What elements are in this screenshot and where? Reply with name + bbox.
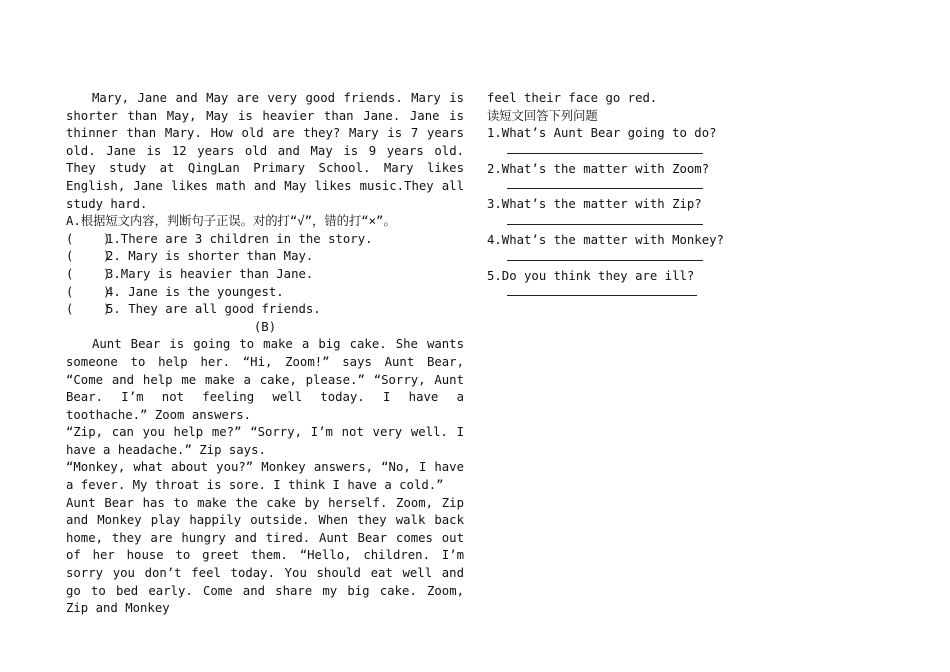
right-column bbox=[487, 90, 727, 303]
question: 5.Do you think they are ill? bbox=[487, 268, 695, 283]
question: 3.What’s the matter with Zip? bbox=[487, 197, 702, 212]
answer-paren[interactable]: ( ) bbox=[66, 302, 111, 317]
tf-item bbox=[66, 284, 464, 302]
instruction-b: 读短文回答下列问题 bbox=[487, 108, 598, 123]
question: 2.What’s the matter with Zoom? bbox=[487, 161, 710, 176]
story-paragraph-continued: feel their face go red. bbox=[487, 91, 658, 105]
answer-line[interactable] bbox=[507, 250, 703, 261]
story-paragraph: Aunt Bear is going to make a big cake. She wants someone to help her. “Hi, Zoom!” says Aunt Bear, “Come and help me make a cake, please.” “Sorry, Aunt Bear. I’m not feeling well today. I have a toothache.” Zoom answers. bbox=[66, 337, 464, 422]
tf-item-text: 5. They are all good friends. bbox=[106, 302, 321, 317]
tf-item-text: 2. Mary is shorter than May. bbox=[106, 249, 314, 264]
instruction-a: A.根据短文内容，判断句子正误。对的打“√”，错的打“×”。 bbox=[66, 214, 396, 229]
story-paragraph: “Zip, can you help me?” “Sorry, I’m not very well. I have a headache.” Zip says. bbox=[66, 425, 464, 457]
answer-line[interactable] bbox=[507, 285, 697, 296]
tf-item-text: 3.Mary is heavier than Jane. bbox=[106, 266, 314, 281]
question: 1.What’s Aunt Bear going to do? bbox=[487, 126, 717, 141]
answer-paren[interactable]: ( ) bbox=[66, 266, 111, 281]
story-paragraph: Aunt Bear has to make the cake by herself. Zoom, Zip and Monkey play happily outside. When they walk back home, they are hungry and tired. Aunt Bear comes out of her house to greet them. “Hello, children. I’m sorry you don’t feel today. You should eat well and go to bed early. Come and share my big cake. Zoom, Zip and Monkey bbox=[66, 495, 464, 616]
tf-item-text: 1.There are 3 children in the story. bbox=[106, 231, 373, 246]
answer-line[interactable] bbox=[507, 214, 703, 225]
answer-line[interactable] bbox=[507, 178, 703, 189]
story-paragraph: “Monkey, what about you?” Monkey answers, “No, I have a fever. My throat is sore. I think I have a cold.” bbox=[66, 460, 464, 493]
tf-item bbox=[66, 301, 464, 319]
answer-paren[interactable]: ( ) bbox=[66, 284, 111, 299]
answer-paren[interactable]: ( ) bbox=[66, 249, 111, 264]
tf-item bbox=[66, 266, 464, 284]
passage-a: Mary, Jane and May are very good friends. Mary is shorter than May, May is heavier than Jane. Jane is thinner than Mary. How old are they? Mary is 7 years old. Jane is 12 years old and May is 9 years old. They study at QingLan Primary School. Mary likes English, Jane likes math and May likes music.They all study hard. bbox=[66, 91, 464, 211]
tf-item bbox=[66, 248, 464, 266]
question: 4.What’s the matter with Monkey? bbox=[487, 232, 724, 247]
tf-item-text: 4. Jane is the youngest. bbox=[106, 284, 284, 299]
left-column bbox=[66, 90, 464, 618]
answer-line[interactable] bbox=[507, 143, 703, 154]
section-b-heading: (B) bbox=[253, 319, 277, 334]
tf-item bbox=[66, 231, 464, 249]
answer-paren[interactable]: ( ) bbox=[66, 231, 111, 246]
